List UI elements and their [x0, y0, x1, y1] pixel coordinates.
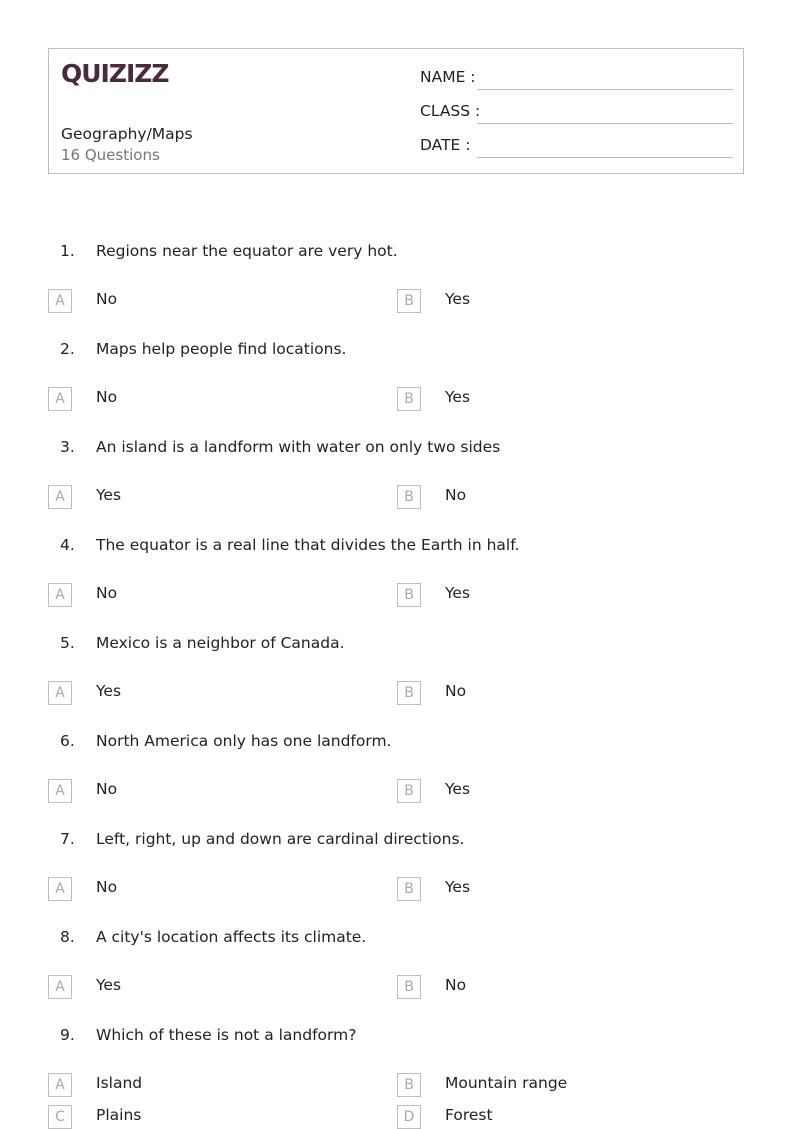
question-number: 9. [60, 1026, 75, 1044]
option-text: Yes [445, 290, 471, 308]
date-line [477, 157, 733, 158]
class-label: CLASS : [420, 102, 481, 120]
answer-option[interactable] [397, 681, 697, 705]
option-letter-box: A [48, 975, 72, 999]
option-letter-box: C [48, 1105, 72, 1129]
name-label: NAME : [420, 68, 476, 86]
answer-option[interactable] [397, 779, 697, 803]
answer-option[interactable] [397, 1105, 697, 1129]
option-letter-box: A [48, 877, 72, 901]
question-text: Maps help people find locations. [96, 340, 347, 358]
option-letter-box: A [48, 1073, 72, 1097]
answer-option[interactable] [397, 877, 697, 901]
answer-option[interactable] [397, 1073, 697, 1097]
question-text: Which of these is not a landform? [96, 1026, 357, 1044]
option-letter-box: A [48, 387, 72, 411]
option-text: No [96, 388, 118, 406]
option-text: Forest [445, 1106, 493, 1124]
option-letter-box: A [48, 485, 72, 509]
date-field[interactable] [420, 136, 733, 158]
answer-option[interactable] [48, 681, 348, 705]
answer-option[interactable] [48, 583, 348, 607]
question-number: 3. [60, 438, 75, 456]
quizizz-logo: QUIZIZZ [61, 59, 169, 88]
option-letter-box: A [48, 779, 72, 803]
answer-option[interactable] [48, 975, 348, 999]
question-number: 8. [60, 928, 75, 946]
date-label: DATE : [420, 136, 471, 154]
option-text: No [96, 780, 118, 798]
answer-option[interactable] [48, 485, 348, 509]
option-text: No [445, 976, 467, 994]
option-letter-box: B [397, 975, 421, 999]
option-letter-box: B [397, 877, 421, 901]
answer-option[interactable] [397, 387, 697, 411]
class-field[interactable] [420, 102, 733, 124]
answer-option[interactable] [48, 1105, 348, 1129]
answer-option[interactable] [397, 289, 697, 313]
option-letter-box: B [397, 583, 421, 607]
option-text: Yes [96, 486, 122, 504]
option-text: No [96, 584, 118, 602]
answer-option[interactable] [48, 1073, 348, 1097]
worksheet-subject: Geography/Maps [61, 125, 193, 143]
option-letter-box: B [397, 1073, 421, 1097]
option-text: Island [96, 1074, 143, 1092]
option-text: Yes [96, 682, 122, 700]
option-text: No [96, 878, 118, 896]
answer-option[interactable] [48, 289, 348, 313]
option-letter-box: D [397, 1105, 421, 1129]
option-text: No [445, 682, 467, 700]
option-letter-box: B [397, 485, 421, 509]
option-text: Yes [445, 878, 471, 896]
answer-option[interactable] [397, 583, 697, 607]
question-text: Left, right, up and down are cardinal directions. [96, 830, 465, 848]
option-letter-box: A [48, 583, 72, 607]
question-number: 7. [60, 830, 75, 848]
option-text: Yes [445, 388, 471, 406]
option-letter-box: B [397, 289, 421, 313]
answer-option[interactable] [48, 779, 348, 803]
option-text: No [96, 290, 118, 308]
option-text: Mountain range [445, 1074, 568, 1092]
option-letter-box: B [397, 779, 421, 803]
name-line [477, 89, 733, 90]
worksheet-header [48, 48, 744, 174]
question-number: 1. [60, 242, 75, 260]
option-letter-box: A [48, 681, 72, 705]
option-letter-box: B [397, 681, 421, 705]
question-number: 5. [60, 634, 75, 652]
option-text: Yes [445, 584, 471, 602]
question-number: 6. [60, 732, 75, 750]
option-text: Plains [96, 1106, 142, 1124]
question-text: An island is a landform with water on only two sides [96, 438, 501, 456]
name-field[interactable] [420, 68, 733, 90]
question-text: The equator is a real line that divides the Earth in half. [96, 536, 520, 554]
answer-option[interactable] [48, 387, 348, 411]
class-line [477, 123, 733, 124]
question-count: 16 Questions [61, 146, 160, 164]
option-text: Yes [445, 780, 471, 798]
question-text: A city's location affects its climate. [96, 928, 367, 946]
answer-option[interactable] [397, 975, 697, 999]
option-letter-box: B [397, 387, 421, 411]
answer-option[interactable] [48, 877, 348, 901]
question-number: 4. [60, 536, 75, 554]
question-text: Mexico is a neighbor of Canada. [96, 634, 345, 652]
option-letter-box: A [48, 289, 72, 313]
question-number: 2. [60, 340, 75, 358]
question-text: Regions near the equator are very hot. [96, 242, 398, 260]
question-text: North America only has one landform. [96, 732, 392, 750]
option-text: Yes [96, 976, 122, 994]
answer-option[interactable] [397, 485, 697, 509]
option-text: No [445, 486, 467, 504]
